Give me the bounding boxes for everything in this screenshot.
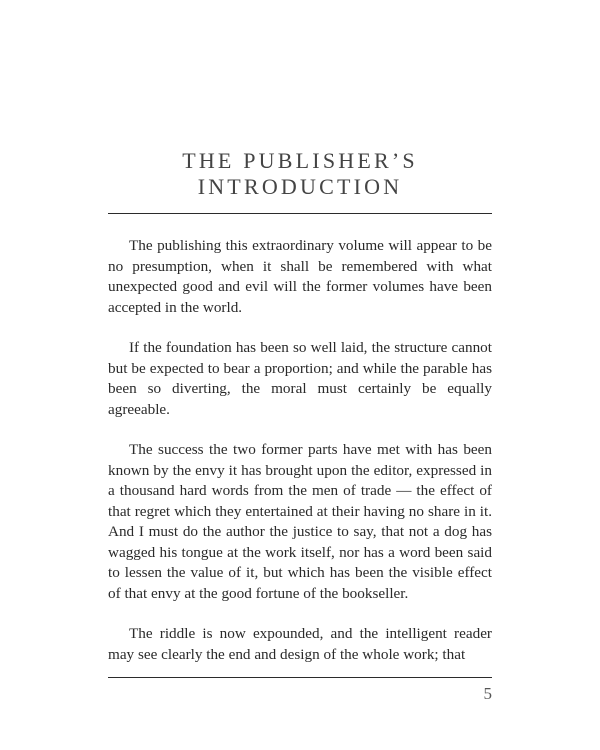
page-number: 5 <box>483 684 492 703</box>
body-text <box>108 236 492 665</box>
chapter-title-line1: THE PUBLISHER’S <box>182 148 418 173</box>
footer-divider <box>108 677 492 678</box>
paragraph-2: If the foundation has been so well laid, the structure cannot but be expected to bear a proportion; and while the parable has been so diverting, the moral must certainly be equally agreeable. <box>108 339 492 418</box>
title-divider <box>108 213 492 214</box>
chapter-title-line2: INTRODUCTION <box>197 174 403 199</box>
paragraph-3: The success the two former parts have met with has been known by the envy it has brought upon the editor, expressed in a thousand hard words from the men of trade — the effect of that regret which they entertained at their having no share in it. And I must do the author the justice to say, that not a dog has wagged his tongue at the work itself, nor has a word been said to lessen the value of it, but which has been the visible effect of that envy at the good fortune of the bookseller. <box>108 441 492 602</box>
paragraph-4: The riddle is now expounded, and the intelligent reader may see clearly the end and design of the whole work; that <box>108 625 492 663</box>
paragraph-1: The publishing this extraordinary volume will appear to be no presumption, when it shall be remembered with what unexpected good and evil will the former volumes have been accepted in the world. <box>108 237 492 316</box>
